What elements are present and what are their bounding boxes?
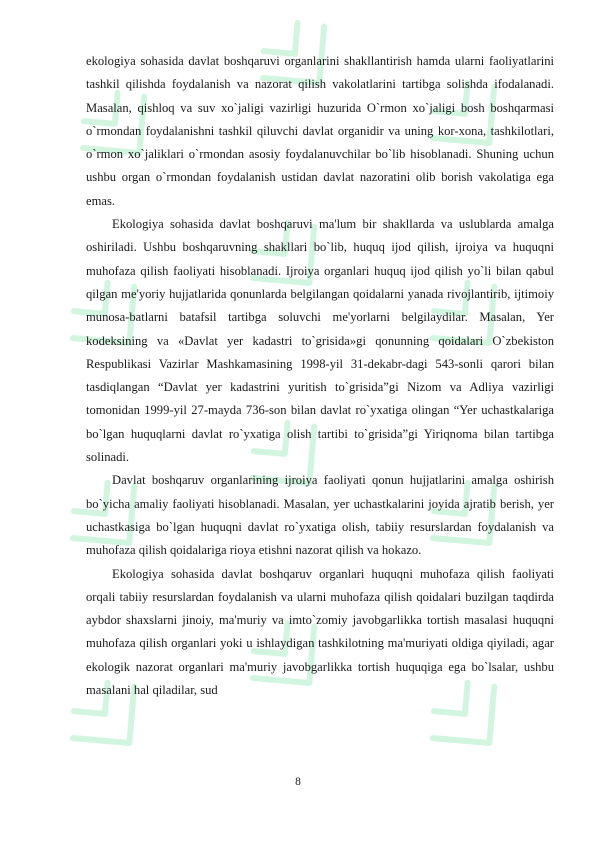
page-number: 8 xyxy=(295,776,301,788)
paragraph-4: Ekologiya sohasida davlat boshqaruv organlari huquqni muhofaza qilish faoliyati orqali tabiiy resurslardan foydalanish va ularni muhofaza qilish qoidalari buzilgan taqdirda aybdor shaxslarni jinoiy, ma'muriy va imto`zomiy javobgarlikka tortish masalasi huquqni muhofaza qilish organlari yoki u ishlaydigan tashkilotning ma'muriyati oldiga qiyiladi, agar ekologik nazorat organlari ma'muriy javobgarlikka tortish huquqiga ega bo`lsalar, ushbu masalani hal qiladilar, sud xyxy=(86,566,554,698)
paragraph-1: ekologiya sohasida davlat boshqaruvi organlarini shakllantirish hamda ularni faoliyatlarini tashkil qilishda foydalanish va nazorat qilish vakolatlarini tartibga solishda ifodalanadi. Masalan, qishloq va suv xo`jaligi vazirligi huzurida O`rmon xo`jaligi bosh boshqarmasi o`rmondan foydalanishni tashkil qiluvchi davlat organidir va uning kor-xona, tashkilotlari, o`rmon xo`jaliklari o`rmondan asosiy foydalanuvchilar bo`lib hisoblanadi. Shuning uchun ushbu organ o`rmondan foydalanish ustidan davlat nazoratini olib borish vakolatiga ega emas. xyxy=(86,54,554,208)
paragraph-2: Ekologiya sohasida davlat boshqaruvi ma'lum bir shakllarda va uslublarda amalga oshiriladi. Ushbu boshqaruvning shakllari bo`lib, huquq ijod qilish, ijroiya va huquqni muhofaza qilish faoliyati hisoblanadi. Ijroiya organlari huquq ijod qilish yo`li bilan qabul qilgan me'yoriy hujjatlarida qonunlarda belgilangan qoidalarni yanada rivojlantirib, ijtimoiy munosa-batlarni batafsil tartibga soluvchi me'yorlarni belgilaydilar. Masalan, Yer kodeksining va «Davlat yer kadastri to`grisida»gi qonunning qoidalari O`zbekiston Respublikasi Vazirlar Mashkamasining 1998-yil 31-dekabr-dagi 543-sonli qarori bilan tasdiqlangan “Davlat yer kadastrini yuritish to`grisida”gi Nizom va Adliya vazirligi tomonidan 1999-yil 27-mayda 736-son bilan davlat ro`yxatiga olingan “Yer uchastkalariga bo`lgan huquqlarni davlat ro`yxatiga olish tartibi to`grisida”gi Yiriqnoma bilan tartibga solinadi. xyxy=(86,217,554,465)
body-text xyxy=(86,50,554,702)
paragraph-3: Davlat boshqaruv organlarining ijroiya faoliyati qonun hujjatlarini amalga oshirish bo`yicha amaliy faoliyati hisoblanadi. Masalan, yer uchastkalarini joyida ajratib berish, yer uchastkasiga bo`lgan huquqni davlat ro`yxatiga olish, tabiiy resurslardan foydalanish va muhofaza qilish qoidalariga rioya etishni nazorat qilish va hokazo. xyxy=(86,473,554,558)
